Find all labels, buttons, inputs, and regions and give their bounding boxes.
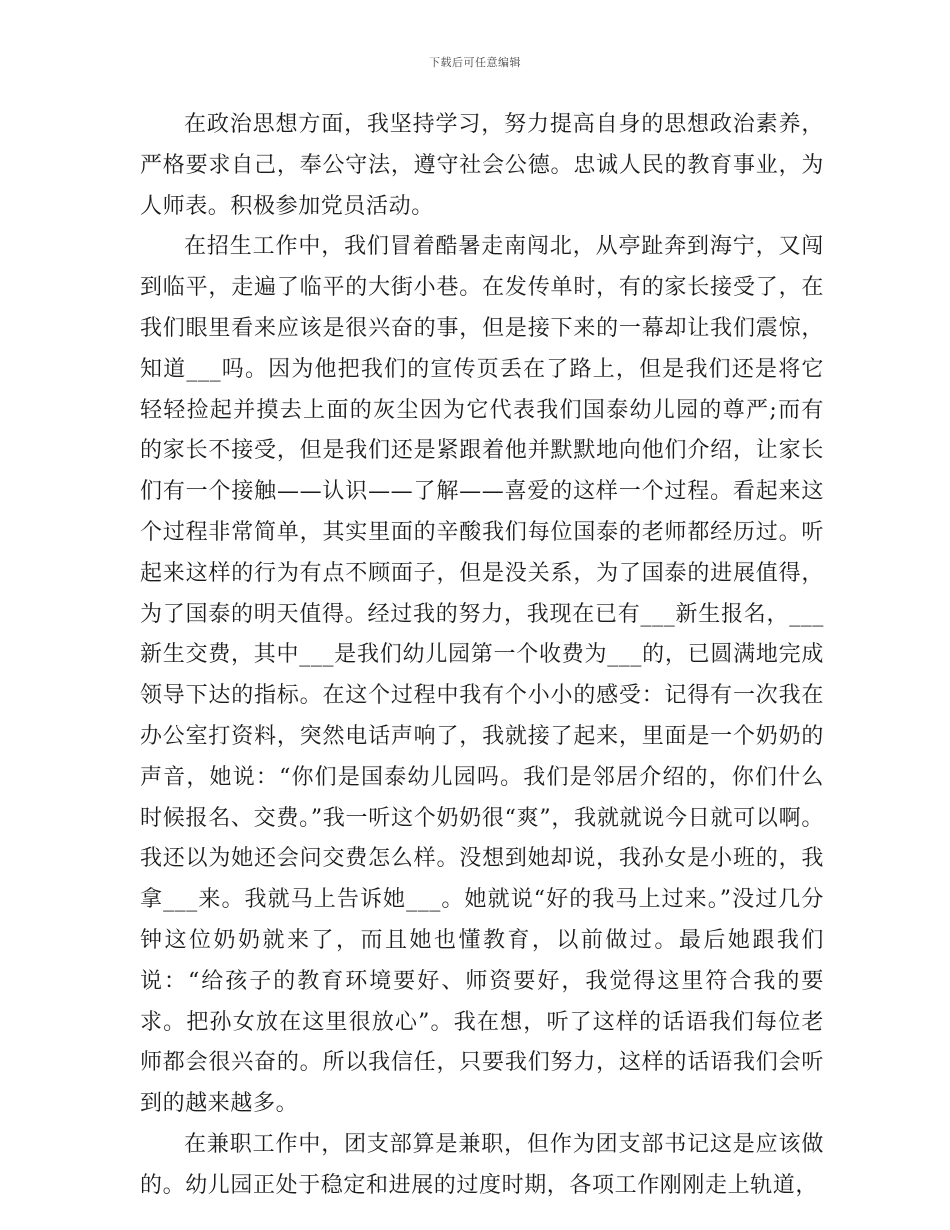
header-note: 下载后可任意编辑 (429, 56, 521, 69)
paragraph-part-time-work: 在兼职工作中，团支部算是兼职，但作为团支部书记这是应该做的。幼儿园正处于稳定和进展的过度时期，各项工作刚刚走上轨道， (140, 1131, 824, 1198)
paragraph-political-thought: 在政治思想方面，我坚持学习，努力提高自身的思想政治素养，严格要求自己，奉公守法，遵守社会公德。忠诚人民的教育事业，为人师表。积极参加党员活动。 (140, 112, 824, 219)
document-body (140, 105, 824, 1207)
paragraph-enrollment-work: 在招生工作中，我们冒着酷暑走南闯北，从亭趾奔到海宁，又闯到临平，走遍了临平的大街小巷。在发传单时，有的家长接受了，在我们眼里看来应该是很兴奋的事，但是接下来的一幕却让我们震惊，知道___吗。因为他把我们的宣传页丢在了路上，但是我们还是将它轻轻捡起并摸去上面的灰尘因为它代表我们国泰幼儿园的尊严;而有的家长不接受，但是我们还是紧跟着他并默默地向他们介绍，让家长们有一个接触——认识——了解——喜爱的这样一个过程。看起来这个过程非常简单，其实里面的辛酸我们每位国泰的老师都经历过。听起来这样的行为有点不顾面子，但是没关系，为了国泰的进展值得，为了国泰的明天值得。经过我的努力，我现在已有___新生报名，___新生交费，其中___是我们幼儿园第一个收费为___的，已圆满地完成领导下达的指标。在这个过程中我有个小小的感受：记得有一次我在办公室打资料，突然电话声响了，我就接了起来，里面是一个奶奶的声音，她说：“你们是国泰幼儿园吗。我们是邻居介绍的，你们什么时候报名、交费。”我一听这个奶奶很“爽”，我就就说今日就可以啊。我还以为她还会问交费怎么样。没想到她却说，我孙女是小班的，我拿___来。我就马上告诉她___。她就说“好的我马上过来。”没过几分钟这位奶奶就来了，而且她也懂教育，以前做过。最后她跟我们说：“给孩子的教育环境要好、师资要好，我觉得这里符合我的要求。把孙女放在这里很放心”。我在想，听了这样的话语我们每位老师都会很兴奋的。所以我信任，只要我们努力，这样的话语我们会听到的越来越多。 (140, 234, 824, 1117)
